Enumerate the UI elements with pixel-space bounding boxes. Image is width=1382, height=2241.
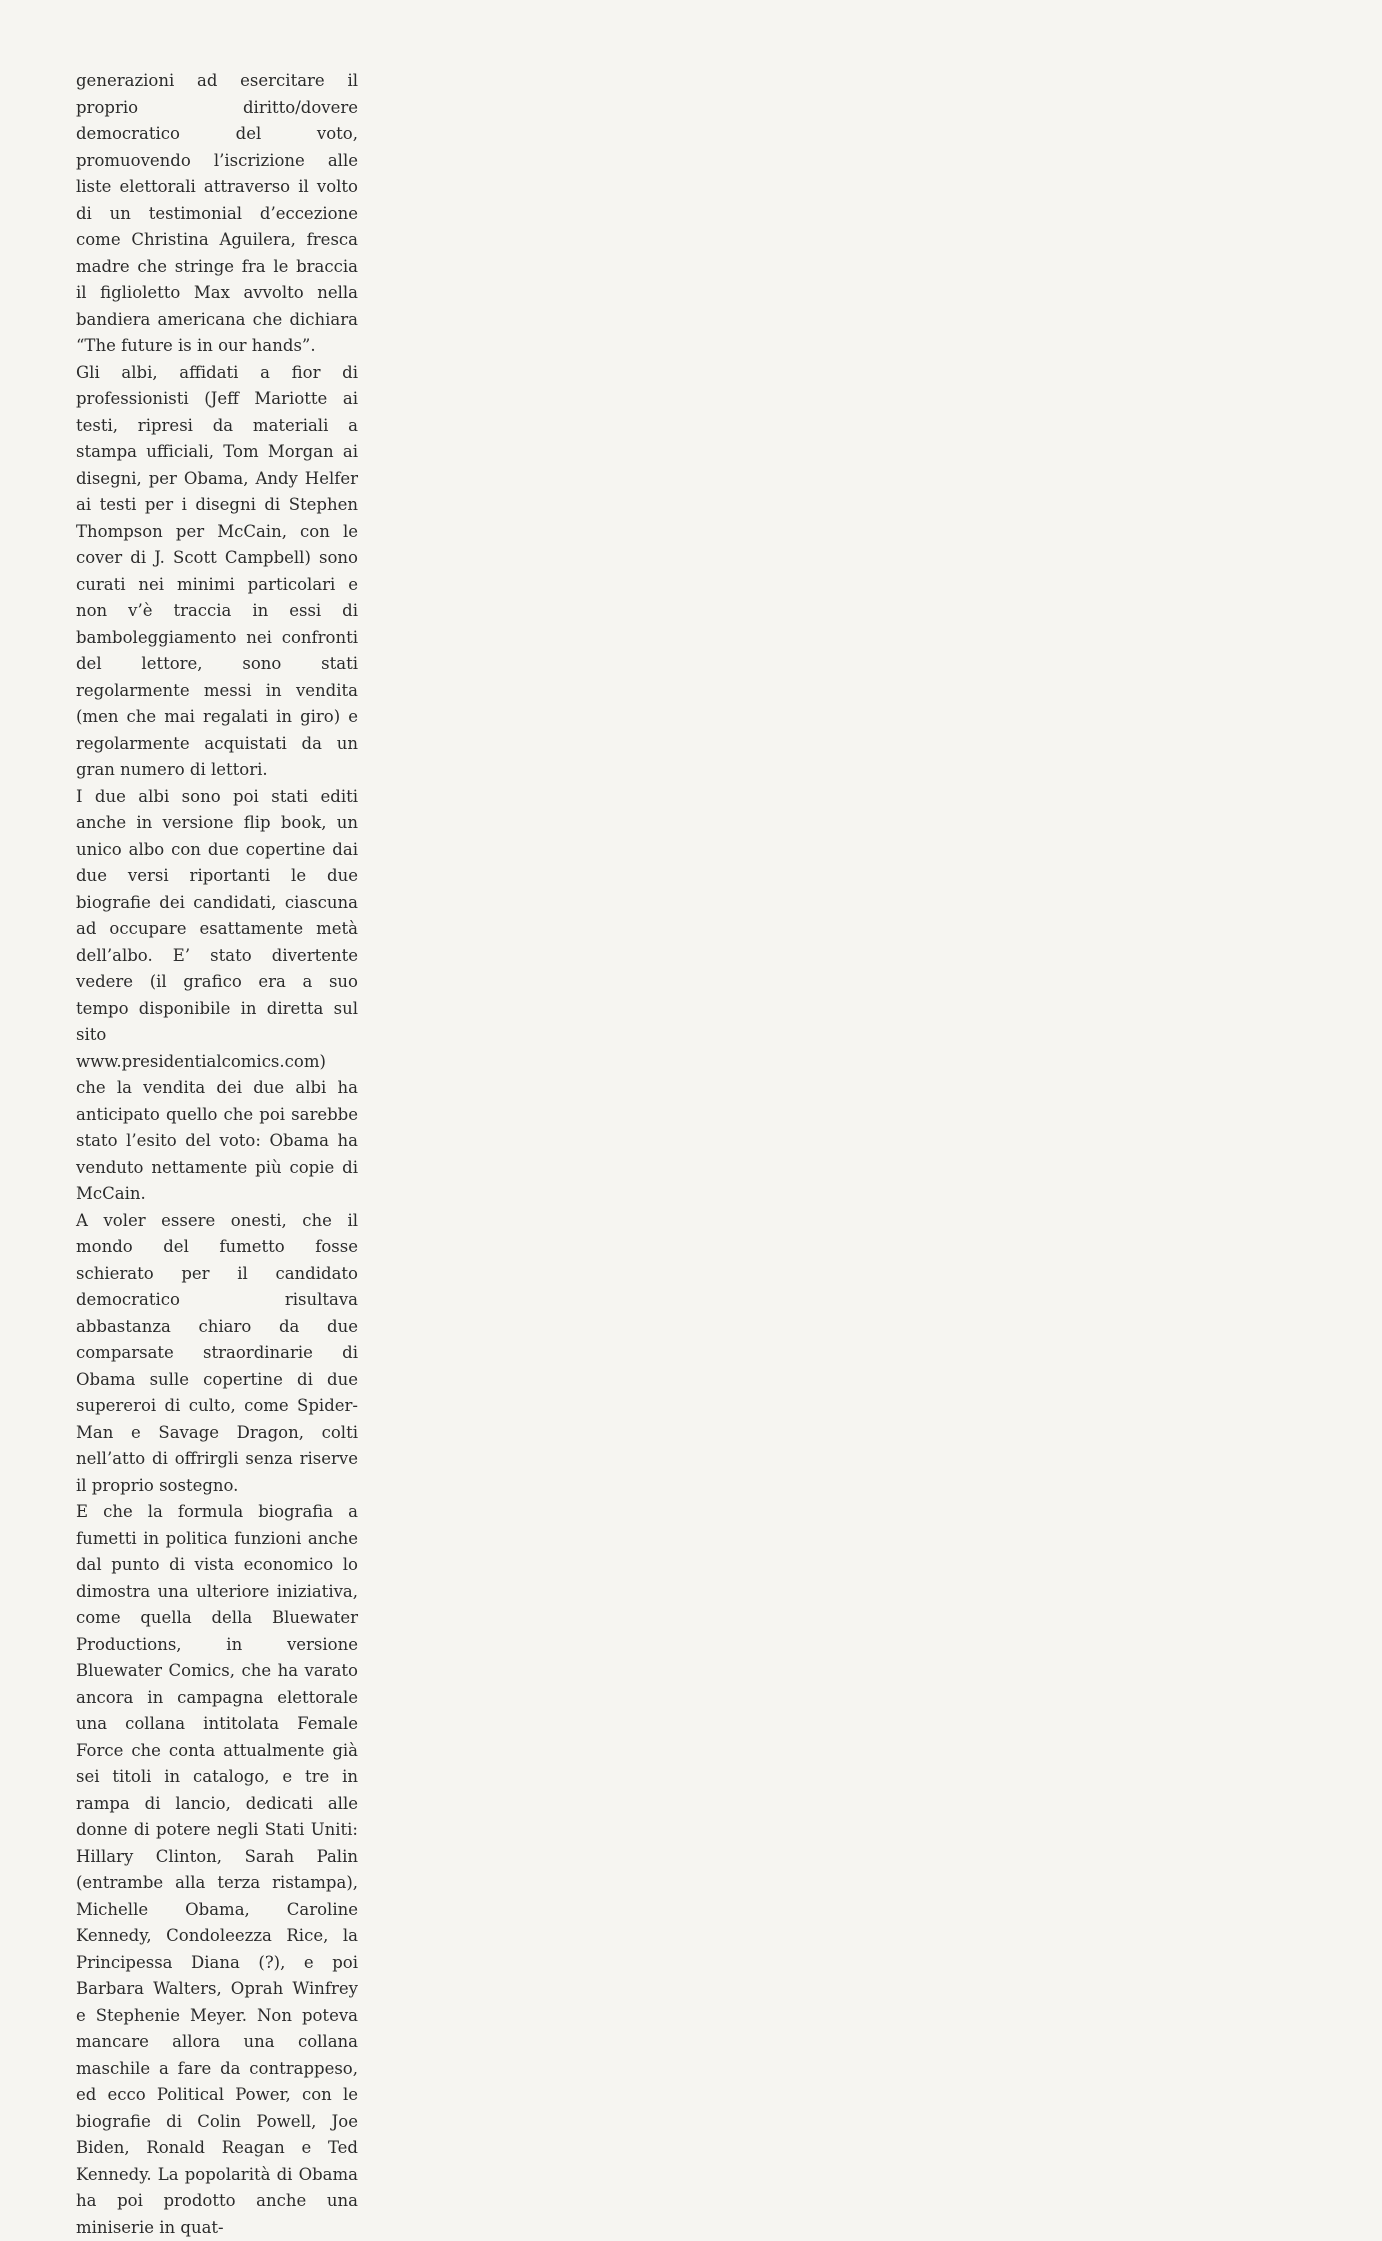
paragraph: A voler essere onesti, che il mondo del fumetto fosse schierato per il candidato democratico risultava abbastanza chiaro da due comparsate straordinarie di Obama sulle copertine di due supereroi di culto, come Spider-Man e Savage Dragon, colti nell’atto di offrirgli senza riserve il proprio sostegno. (76, 1210, 358, 1495)
paragraph: Gli albi, affidati a fior di professionisti (Jeff Mariotte ai testi, ripresi da materiali a stampa ufficiali, Tom Morgan ai disegni, per Obama, Andy Helfer ai testi per i disegni di Stephen Thompson per McCain, con le cover di J. Scott Campbell) sono curati nei minimi particolari e non v’è traccia in essi di bamboleggiamento nei confronti del lettore, sono stati regolarmente messi in vendita (men che mai regalati in giro) e regolarmente acquistati da un gran numero di lettori. (76, 362, 358, 779)
paragraph: I due albi sono poi stati editi anche in versione flip book, un unico albo con due copertine dai due versi riportanti le due biografie dei candidati, ciascuna ad occupare esattamente metà dell’albo. E’ stato divertente vedere (il grafico era a suo tempo disponibile in diretta sul sito www.presidentialcomics.com) che la vendita dei due albi ha anticipato quello che poi sarebbe stato l’esito del voto: Obama ha venduto nettamente più copie di McCain. (76, 786, 358, 1203)
column-1 (76, 68, 358, 2241)
paragraph: generazioni ad esercitare il proprio diritto/dovere democratico del voto, promuovendo l’iscrizione alle liste elettorali attraverso il volto di un testimonial d’eccezione come Christina Aguilera, fresca madre che stringe fra le braccia il figlioletto Max avvolto nella bandiera americana che dichiara “The future is in our hands”. (76, 71, 358, 355)
paragraph: E che la formula biografia a fumetti in politica funzioni anche dal punto di vista economico lo dimostra una ulteriore iniziativa, come quella della Bluewater Productions, in versione Bluewater Comics, che ha varato ancora in campagna elettorale una collana intitolata Female Force che conta attualmente già sei titoli in catalogo, e tre in rampa di lancio, dedicati alle donne di potere negli Stati Uniti: Hillary Clinton, Sarah Palin (entrambe alla terza ristampa), Michelle Obama, Caroline Kennedy, Condoleezza Rice, la Principessa Diana (?), e poi Barbara Walters, Oprah Winfrey e Stephenie Meyer. Non poteva mancare allora una collana maschile a fare da contrappeso, ed ecco Political Power, con le biografie di Colin Powell, Joe Biden, Ronald Reagan e Ted Kennedy. La popolarità di Obama ha poi prodotto anche una miniserie in quat- (76, 1502, 358, 2237)
